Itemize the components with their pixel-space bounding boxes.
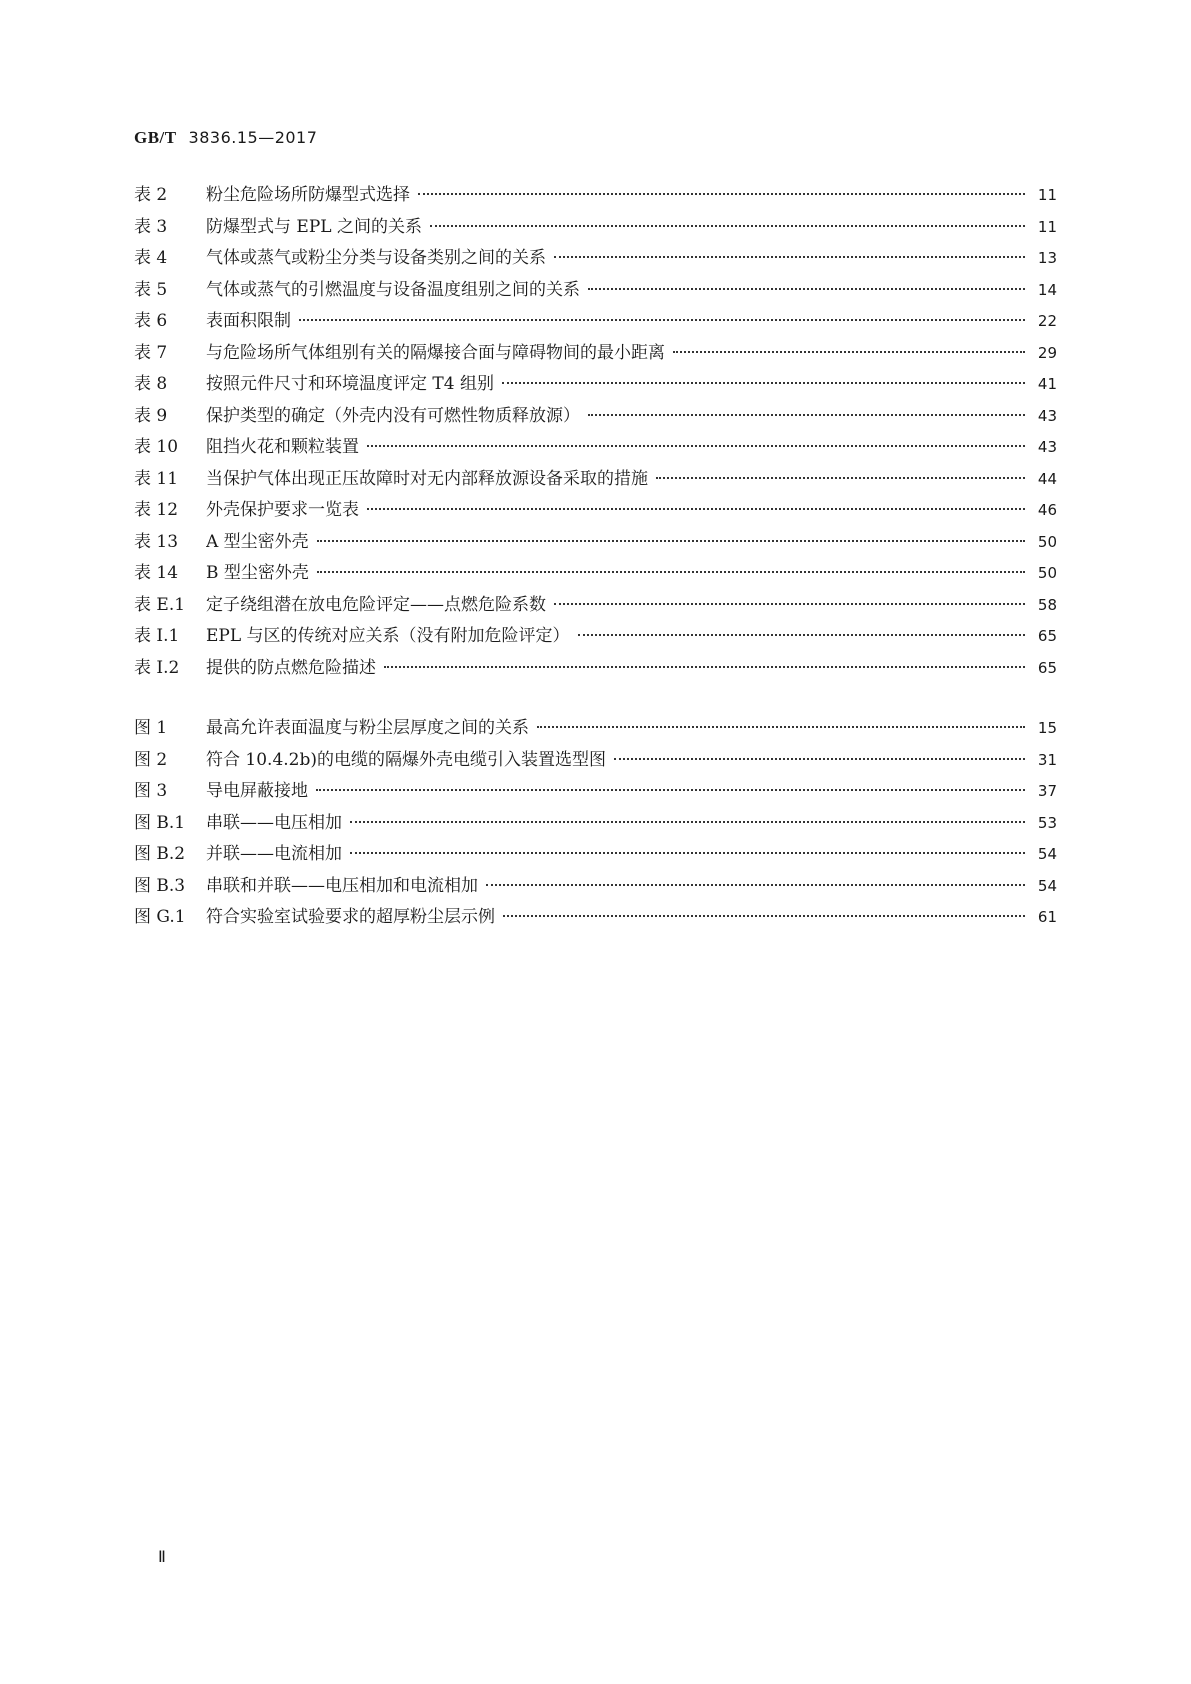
table-page-number: 29 — [1037, 343, 1057, 362]
table-label: 表 11 — [134, 468, 179, 489]
table-title: 表面积限制 — [206, 311, 291, 331]
dot-leader — [299, 319, 1025, 321]
table-label: 表 10 — [134, 437, 179, 457]
table-page-number: 43 — [1037, 438, 1057, 456]
table-title: 提供的防点燃危险描述 — [206, 657, 376, 678]
table-entry[interactable] — [134, 558, 1057, 590]
table-title: 当保护气体出现正压故障时对无内部释放源设备采取的措施 — [206, 468, 648, 489]
figure-label: 图 2 — [134, 749, 168, 770]
dot-leader — [588, 414, 1025, 416]
figure-list — [134, 713, 1057, 934]
table-label: 表 5 — [134, 279, 168, 300]
figure-entry[interactable] — [134, 808, 1057, 840]
dot-leader — [430, 225, 1025, 227]
dot-leader — [673, 351, 1025, 353]
dot-leader — [367, 508, 1025, 510]
table-entry[interactable] — [134, 338, 1057, 370]
table-title: 定子绕组潜在放电危险评定——点燃危险系数 — [206, 594, 546, 615]
table-label: 表 2 — [134, 185, 168, 205]
figure-label: 图 1 — [134, 718, 168, 738]
table-page-number: 50 — [1037, 564, 1057, 582]
table-page-number: 50 — [1037, 532, 1057, 551]
figure-title: 串联和并联——电压相加和电流相加 — [206, 875, 478, 896]
table-entry[interactable] — [134, 590, 1057, 622]
figure-page-number: 15 — [1037, 719, 1057, 737]
table-title: 按照元件尺寸和环境温度评定 T4 组别 — [206, 374, 494, 394]
figure-label: 图 3 — [134, 781, 168, 801]
dot-leader — [554, 256, 1025, 258]
table-entry[interactable] — [134, 621, 1057, 653]
dot-leader — [418, 193, 1025, 195]
dot-leader — [317, 540, 1025, 542]
table-page-number: 13 — [1037, 249, 1057, 267]
figure-entry[interactable] — [134, 871, 1057, 903]
table-entry[interactable] — [134, 432, 1057, 464]
dot-leader — [367, 445, 1025, 447]
table-label: 表 13 — [134, 531, 179, 552]
table-page-number: 44 — [1037, 469, 1057, 488]
table-entry[interactable] — [134, 275, 1057, 307]
table-page-number: 65 — [1037, 627, 1057, 645]
figure-page-number: 31 — [1037, 750, 1057, 769]
table-title: A 型尘密外壳 — [206, 531, 309, 552]
figure-label: 图 B.1 — [134, 812, 186, 833]
table-label: 表 3 — [134, 216, 168, 237]
table-page-number: 11 — [1037, 186, 1057, 204]
dot-leader — [350, 821, 1025, 823]
table-entry[interactable] — [134, 180, 1057, 212]
figure-page-number: 54 — [1037, 876, 1057, 895]
table-entry[interactable] — [134, 527, 1057, 559]
table-label: 表 9 — [134, 405, 168, 426]
table-entry[interactable] — [134, 464, 1057, 496]
table-page-number: 43 — [1037, 406, 1057, 425]
dot-leader — [588, 288, 1025, 290]
table-label: 表 8 — [134, 374, 168, 394]
dot-leader — [554, 603, 1025, 605]
table-page-number: 41 — [1037, 375, 1057, 393]
dot-leader — [486, 884, 1025, 886]
figure-entry[interactable] — [134, 902, 1057, 934]
dot-leader — [317, 571, 1025, 573]
table-page-number: 58 — [1037, 595, 1057, 614]
table-page-number: 14 — [1037, 280, 1057, 299]
table-page-number: 65 — [1037, 658, 1057, 677]
table-entry[interactable] — [134, 306, 1057, 338]
table-title: EPL 与区的传统对应关系（没有附加危险评定） — [206, 626, 570, 646]
figure-title: 最高允许表面温度与粉尘层厚度之间的关系 — [206, 718, 529, 738]
figure-page-number: 37 — [1037, 782, 1057, 800]
table-label: 表 6 — [134, 311, 168, 331]
table-page-number: 11 — [1037, 217, 1057, 236]
table-entry[interactable] — [134, 495, 1057, 527]
dot-leader — [350, 852, 1025, 854]
dot-leader — [614, 758, 1025, 760]
table-title: 粉尘危险场所防爆型式选择 — [206, 185, 410, 205]
figure-page-number: 61 — [1037, 908, 1057, 926]
table-list — [134, 180, 1057, 684]
figure-label: 图 B.2 — [134, 844, 186, 864]
figure-title: 并联——电流相加 — [206, 844, 342, 864]
table-page-number: 22 — [1037, 312, 1057, 330]
table-title: B 型尘密外壳 — [206, 563, 309, 583]
dot-leader — [502, 382, 1025, 384]
table-entry[interactable] — [134, 401, 1057, 433]
table-label: 表 E.1 — [134, 594, 186, 615]
table-entry[interactable] — [134, 212, 1057, 244]
table-label: 表 7 — [134, 342, 168, 363]
table-entry[interactable] — [134, 243, 1057, 275]
dot-leader — [316, 789, 1025, 791]
dot-leader — [537, 726, 1025, 728]
figure-entry[interactable] — [134, 776, 1057, 808]
figure-entry[interactable] — [134, 839, 1057, 871]
dot-leader — [578, 634, 1025, 636]
table-page-number: 46 — [1037, 501, 1057, 519]
table-label: 表 I.2 — [134, 657, 180, 678]
table-label: 表 I.1 — [134, 626, 180, 646]
figure-label: 图 B.3 — [134, 875, 186, 896]
document-header — [134, 128, 317, 148]
figure-title: 符合实验室试验要求的超厚粉尘层示例 — [206, 907, 495, 927]
figure-title: 符合 10.4.2b)的电缆的隔爆外壳电缆引入装置选型图 — [206, 749, 606, 770]
figure-entry[interactable] — [134, 745, 1057, 777]
page-number: Ⅱ — [158, 1549, 166, 1566]
figure-title: 串联——电压相加 — [206, 812, 342, 833]
table-title: 防爆型式与 EPL 之间的关系 — [206, 216, 422, 237]
table-label: 表 12 — [134, 500, 179, 520]
table-label: 表 14 — [134, 563, 179, 583]
figure-label: 图 G.1 — [134, 907, 186, 927]
table-title: 气体或蒸气的引燃温度与设备温度组别之间的关系 — [206, 279, 580, 300]
table-title: 阻挡火花和颗粒装置 — [206, 437, 359, 457]
table-label: 表 4 — [134, 248, 168, 268]
figure-entry[interactable] — [134, 713, 1057, 745]
dot-leader — [503, 915, 1025, 917]
dot-leader — [384, 666, 1025, 668]
figure-page-number: 54 — [1037, 845, 1057, 863]
table-title: 保护类型的确定（外壳内没有可燃性物质释放源） — [206, 405, 580, 426]
table-title: 气体或蒸气或粉尘分类与设备类别之间的关系 — [206, 248, 546, 268]
table-entry[interactable] — [134, 653, 1057, 685]
standard-number: 3836.15—2017 — [188, 128, 318, 147]
standard-code: GB/T — [134, 128, 177, 147]
figure-title: 导电屏蔽接地 — [206, 781, 308, 801]
table-title: 与危险场所气体组别有关的隔爆接合面与障碍物间的最小距离 — [206, 342, 665, 363]
figure-page-number: 53 — [1037, 813, 1057, 832]
table-title: 外壳保护要求一览表 — [206, 500, 359, 520]
dot-leader — [656, 477, 1025, 479]
table-entry[interactable] — [134, 369, 1057, 401]
